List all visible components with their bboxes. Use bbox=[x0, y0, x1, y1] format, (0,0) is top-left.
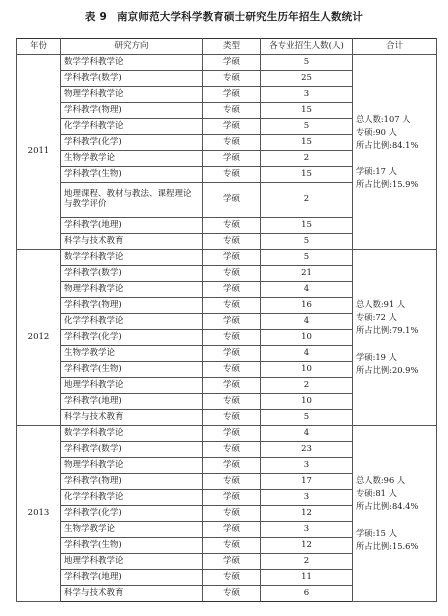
summary-academic: 学硕:19 人 bbox=[356, 351, 397, 362]
count-cell: 10 bbox=[261, 394, 353, 410]
header-year: 年份 bbox=[17, 39, 61, 55]
header-row bbox=[17, 39, 437, 55]
count-cell: 15 bbox=[261, 135, 353, 151]
count-cell: 5 bbox=[261, 234, 353, 250]
table-row bbox=[17, 426, 437, 442]
field-cell: 学科教学(数学) bbox=[61, 71, 203, 87]
summary-spacer bbox=[356, 513, 433, 527]
count-cell: 10 bbox=[261, 362, 353, 378]
table-body bbox=[17, 55, 437, 602]
count-cell: 23 bbox=[261, 442, 353, 458]
type-cell: 专硕 bbox=[203, 234, 261, 250]
count-cell: 12 bbox=[261, 506, 353, 522]
type-cell: 专硕 bbox=[203, 298, 261, 314]
type-cell: 专硕 bbox=[203, 266, 261, 282]
field-cell: 生物学教学论 bbox=[61, 522, 203, 538]
type-cell: 专硕 bbox=[203, 218, 261, 234]
type-cell: 学硕 bbox=[203, 250, 261, 266]
count-cell: 5 bbox=[261, 119, 353, 135]
type-cell: 专硕 bbox=[203, 442, 261, 458]
type-cell: 学硕 bbox=[203, 426, 261, 442]
summary-total: 总人数:107 人 bbox=[356, 113, 411, 124]
type-cell: 学硕 bbox=[203, 490, 261, 506]
field-cell: 科学与技术教育 bbox=[61, 410, 203, 426]
count-cell: 3 bbox=[261, 490, 353, 506]
type-cell: 专硕 bbox=[203, 474, 261, 490]
summary-academic-ratio: 所占比例:15.6% bbox=[356, 540, 419, 551]
field-cell: 化学学科教学论 bbox=[61, 119, 203, 135]
field-cell: 学科教学(地理) bbox=[61, 218, 203, 234]
type-cell: 学硕 bbox=[203, 119, 261, 135]
summary-cell bbox=[353, 55, 437, 250]
field-cell: 生物学教学论 bbox=[61, 346, 203, 362]
type-cell: 学硕 bbox=[203, 458, 261, 474]
type-cell: 专硕 bbox=[203, 362, 261, 378]
field-cell: 数学学科教学论 bbox=[61, 250, 203, 266]
summary-academic-ratio: 所占比例:15.9% bbox=[356, 179, 419, 190]
count-cell: 3 bbox=[261, 87, 353, 103]
summary-academic: 学硕:17 人 bbox=[356, 166, 397, 177]
field-cell: 物理学科教学论 bbox=[61, 87, 203, 103]
field-cell: 生物学教学论 bbox=[61, 151, 203, 167]
count-cell: 16 bbox=[261, 298, 353, 314]
field-cell: 地理学科教学论 bbox=[61, 554, 203, 570]
field-cell: 化学学科教学论 bbox=[61, 490, 203, 506]
count-cell: 5 bbox=[261, 410, 353, 426]
count-cell: 4 bbox=[261, 426, 353, 442]
summary-professional: 专硕:72 人 bbox=[356, 312, 397, 323]
count-cell: 15 bbox=[261, 218, 353, 234]
field-cell: 化学学科教学论 bbox=[61, 314, 203, 330]
type-cell: 学硕 bbox=[203, 554, 261, 570]
field-cell: 学科教学(生物) bbox=[61, 538, 203, 554]
field-cell: 物理学科教学论 bbox=[61, 282, 203, 298]
field-cell: 科学与技术教育 bbox=[61, 234, 203, 250]
summary-cell bbox=[353, 250, 437, 426]
table-caption: 南京师范大学科学教育硕士研究生历年招生人数统计 bbox=[116, 11, 364, 23]
count-cell: 17 bbox=[261, 474, 353, 490]
type-cell: 学硕 bbox=[203, 87, 261, 103]
type-cell: 学硕 bbox=[203, 183, 261, 218]
type-cell: 学硕 bbox=[203, 55, 261, 71]
field-cell: 数学学科教学论 bbox=[61, 55, 203, 71]
count-cell: 15 bbox=[261, 103, 353, 119]
field-cell: 科学与技术教育 bbox=[61, 586, 203, 602]
count-cell: 4 bbox=[261, 314, 353, 330]
type-cell: 学硕 bbox=[203, 522, 261, 538]
summary-professional: 专硕:81 人 bbox=[356, 488, 397, 499]
type-cell: 专硕 bbox=[203, 167, 261, 183]
field-cell: 数学学科教学论 bbox=[61, 426, 203, 442]
table-row bbox=[17, 55, 437, 71]
type-cell: 专硕 bbox=[203, 506, 261, 522]
field-cell: 学科教学(化学) bbox=[61, 135, 203, 151]
summary-total: 总人数:96 人 bbox=[356, 475, 406, 486]
field-cell: 学科教学(生物) bbox=[61, 362, 203, 378]
year-cell: 2013 bbox=[17, 426, 61, 602]
header-type: 类型 bbox=[203, 39, 261, 55]
type-cell: 专硕 bbox=[203, 103, 261, 119]
summary-professional-ratio: 所占比例:84.1% bbox=[356, 139, 419, 150]
count-cell: 2 bbox=[261, 554, 353, 570]
count-cell: 4 bbox=[261, 282, 353, 298]
field-cell: 学科教学(生物) bbox=[61, 167, 203, 183]
type-cell: 专硕 bbox=[203, 135, 261, 151]
type-cell: 专硕 bbox=[203, 330, 261, 346]
count-cell: 3 bbox=[261, 522, 353, 538]
type-cell: 专硕 bbox=[203, 586, 261, 602]
summary-spacer bbox=[356, 337, 433, 351]
field-cell: 学科教学(物理) bbox=[61, 474, 203, 490]
type-cell: 学硕 bbox=[203, 378, 261, 394]
header-field: 研究方向 bbox=[61, 39, 203, 55]
count-cell: 3 bbox=[261, 458, 353, 474]
field-cell: 学科教学(数学) bbox=[61, 266, 203, 282]
table-number: 表 9 bbox=[84, 11, 107, 23]
table-title bbox=[0, 9, 448, 24]
summary-professional: 专硕:90 人 bbox=[356, 126, 397, 137]
count-cell: 6 bbox=[261, 586, 353, 602]
type-cell: 学硕 bbox=[203, 346, 261, 362]
count-cell: 25 bbox=[261, 71, 353, 87]
summary-academic: 学硕:15 人 bbox=[356, 527, 397, 538]
type-cell: 专硕 bbox=[203, 538, 261, 554]
year-cell: 2011 bbox=[17, 55, 61, 250]
count-cell: 2 bbox=[261, 378, 353, 394]
field-cell: 物理学科教学论 bbox=[61, 458, 203, 474]
enrollment-table bbox=[16, 38, 437, 602]
count-cell: 2 bbox=[261, 183, 353, 218]
summary-cell bbox=[353, 426, 437, 602]
summary-spacer bbox=[356, 151, 433, 165]
count-cell: 21 bbox=[261, 266, 353, 282]
type-cell: 专硕 bbox=[203, 394, 261, 410]
header-total: 合计 bbox=[353, 39, 437, 55]
field-cell: 学科教学(地理) bbox=[61, 394, 203, 410]
count-cell: 4 bbox=[261, 346, 353, 362]
count-cell: 5 bbox=[261, 250, 353, 266]
type-cell: 专硕 bbox=[203, 570, 261, 586]
type-cell: 专硕 bbox=[203, 410, 261, 426]
field-cell: 学科教学(物理) bbox=[61, 298, 203, 314]
count-cell: 15 bbox=[261, 167, 353, 183]
count-cell: 10 bbox=[261, 330, 353, 346]
field-cell: 学科教学(化学) bbox=[61, 330, 203, 346]
summary-total: 总人数:91 人 bbox=[356, 299, 406, 310]
field-cell: 学科教学(化学) bbox=[61, 506, 203, 522]
count-cell: 11 bbox=[261, 570, 353, 586]
table-row bbox=[17, 250, 437, 266]
type-cell: 专硕 bbox=[203, 71, 261, 87]
type-cell: 学硕 bbox=[203, 314, 261, 330]
type-cell: 学硕 bbox=[203, 151, 261, 167]
summary-academic-ratio: 所占比例:20.9% bbox=[356, 364, 419, 375]
summary-professional-ratio: 所占比例:84.4% bbox=[356, 501, 419, 512]
type-cell: 学硕 bbox=[203, 282, 261, 298]
summary-professional-ratio: 所占比例:79.1% bbox=[356, 325, 419, 336]
field-cell: 学科教学(数学) bbox=[61, 442, 203, 458]
year-cell: 2012 bbox=[17, 250, 61, 426]
header-count: 各专业招生人数(人) bbox=[261, 39, 353, 55]
count-cell: 12 bbox=[261, 538, 353, 554]
field-cell: 地理学科教学论 bbox=[61, 378, 203, 394]
count-cell: 2 bbox=[261, 151, 353, 167]
field-cell: 学科教学(地理) bbox=[61, 570, 203, 586]
field-cell: 地理课程、教材与教法、课程理论与教学评价 bbox=[61, 183, 203, 218]
count-cell: 5 bbox=[261, 55, 353, 71]
field-cell: 学科教学(物理) bbox=[61, 103, 203, 119]
